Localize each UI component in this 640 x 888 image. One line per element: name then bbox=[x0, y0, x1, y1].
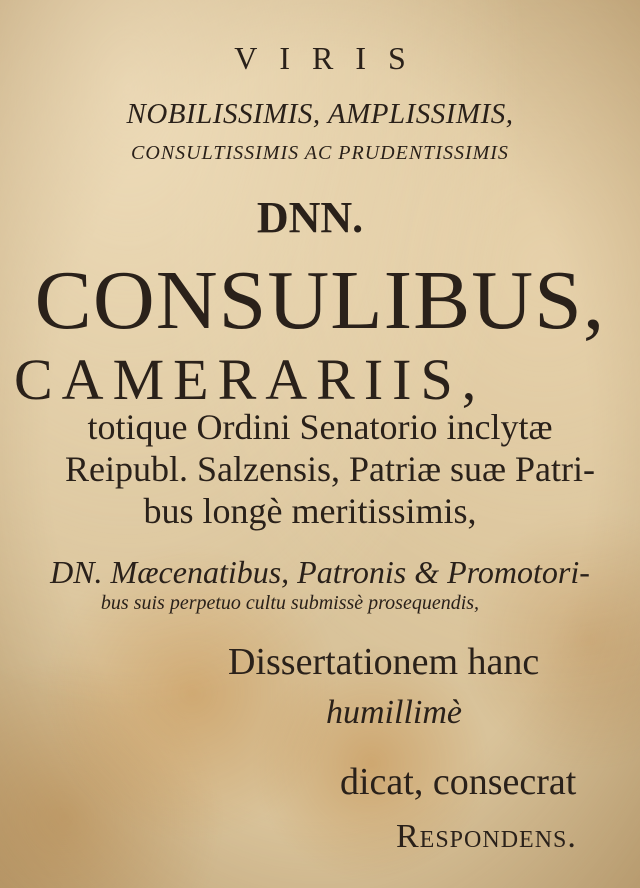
honorifics-line: NOBILISSIMIS, AMPLISSIMIS, bbox=[126, 98, 514, 130]
dicat-line: dicat, consecrat bbox=[340, 761, 577, 803]
humillime-line: humillimè bbox=[326, 694, 462, 731]
senate-line: totique Ordini Senatorio inclytæ bbox=[87, 407, 553, 447]
patrons-line: DN. Mæcenatibus, Patronis & Promotori- bbox=[50, 554, 590, 590]
dedication-heading: VIRIS bbox=[234, 40, 428, 76]
camerariis-line: CAMERARIIS, bbox=[14, 347, 486, 412]
republic-line: Reipubl. Salzensis, Patriæ suæ Patri- bbox=[65, 449, 595, 489]
meritissimis-line: bus longè meritissimis, bbox=[143, 491, 477, 531]
honorifics-line-2: CONSULTISSIMIS AC PRUDENTISSIMIS bbox=[131, 142, 509, 164]
patrons-line-2: bus suis perpetuo cultu submissè prosequendis, bbox=[100, 592, 480, 614]
respondens-line: Respondens. bbox=[396, 818, 577, 855]
dissertation-line: Dissertationem hanc bbox=[228, 641, 540, 683]
consulibus-line: CONSULIBUS, bbox=[34, 254, 606, 347]
dnn-line: DNN. bbox=[256, 193, 364, 242]
